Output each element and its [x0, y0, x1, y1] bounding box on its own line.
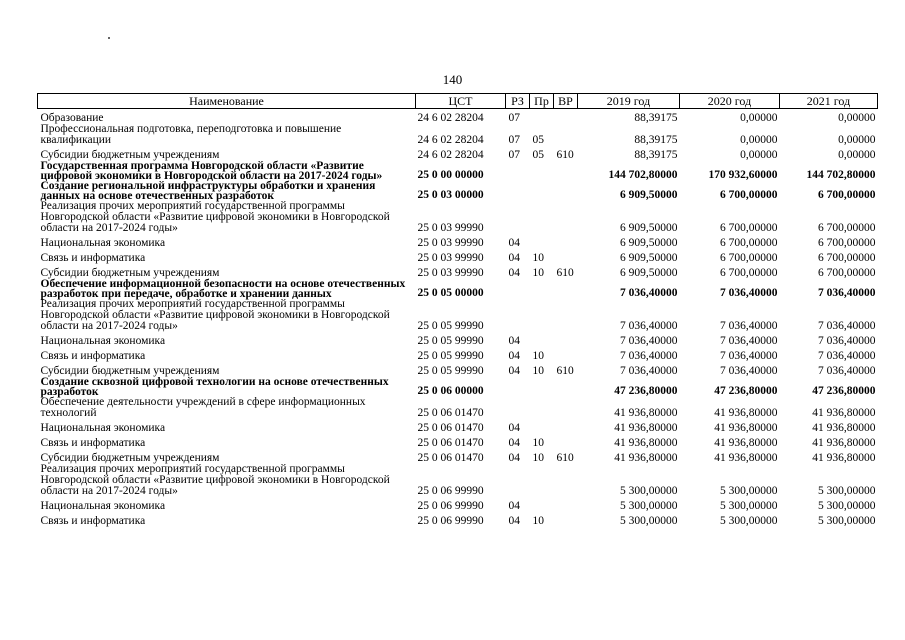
row-value-2020: 0,00000: [740, 149, 778, 161]
row-pr: 10: [532, 350, 544, 362]
row-rz: [506, 377, 530, 397]
row-value-2021: 7 036,40000: [818, 335, 876, 347]
row-value-2019: 5 300,00000: [620, 500, 678, 512]
row-rz: 04: [508, 437, 520, 449]
table-row: [38, 249, 878, 264]
budget-table: [37, 93, 878, 527]
row-pr: [530, 279, 554, 299]
row-vr: [554, 332, 578, 347]
row-name: Создание региональной инфраструктуры обработки и хранения данных на основе отечественных разработок: [40, 180, 376, 202]
table-row: [38, 512, 878, 527]
row-value-2019: 6 909,50000: [620, 252, 678, 264]
row-value-2020: 5 300,00000: [720, 515, 778, 527]
row-cst: 25 0 06 01470: [417, 422, 484, 434]
row-value-2020: 170 932,60000: [708, 169, 778, 181]
table-row: [38, 109, 878, 125]
row-pr: 10: [532, 452, 544, 464]
row-value-2021: 5 300,00000: [818, 500, 876, 512]
row-value-2019: 88,39175: [634, 149, 678, 161]
row-value-2019: 5 300,00000: [620, 515, 678, 527]
row-cst: 25 0 06 99990: [417, 500, 484, 512]
table-body: [38, 109, 878, 528]
row-cst: 24 6 02 28204: [417, 134, 484, 146]
row-value-2020: 41 936,80000: [714, 407, 778, 419]
header-rz: РЗ: [506, 94, 530, 109]
row-value-2021: 6 700,00000: [818, 222, 876, 234]
row-value-2019: 88,39175: [634, 112, 678, 124]
row-rz: 04: [508, 350, 520, 362]
row-vr: [554, 299, 578, 332]
row-name: Профессиональная подготовка, переподготовка и повышение квалификации: [40, 123, 342, 146]
row-name: Создание сквозной цифровой технологии на основе отечественных разработок: [40, 376, 389, 398]
row-pr: 10: [532, 365, 544, 377]
row-value-2019: 47 236,80000: [614, 385, 678, 397]
row-rz: 07: [508, 149, 520, 161]
row-cst: 25 0 05 99990: [417, 365, 484, 377]
table-row: [38, 497, 878, 512]
row-value-2020: 0,00000: [740, 134, 778, 146]
table-row: [38, 397, 878, 419]
row-pr: [530, 161, 554, 181]
row-value-2020: 6 700,00000: [720, 189, 778, 201]
table-row: [38, 201, 878, 234]
row-value-2019: 6 909,50000: [620, 267, 678, 279]
header-2019: 2019 год: [578, 94, 680, 109]
table-row: [38, 449, 878, 464]
row-value-2019: 6 909,50000: [620, 222, 678, 234]
row-value-2019: 6 909,50000: [620, 237, 678, 249]
row-vr: 610: [556, 149, 574, 161]
row-value-2020: 47 236,80000: [714, 385, 778, 397]
row-vr: [554, 181, 578, 201]
row-rz: 07: [508, 112, 520, 124]
row-value-2020: 6 700,00000: [720, 252, 778, 264]
header-cst: ЦСТ: [416, 94, 506, 109]
row-vr: [554, 347, 578, 362]
row-pr: [530, 419, 554, 434]
row-value-2019: 41 936,80000: [614, 437, 678, 449]
row-pr: [530, 109, 554, 125]
row-value-2019: 7 036,40000: [620, 287, 678, 299]
row-pr: [530, 299, 554, 332]
row-rz: 04: [508, 252, 520, 264]
row-rz: [506, 201, 530, 234]
row-value-2020: 0,00000: [740, 112, 778, 124]
row-value-2019: 144 702,80000: [608, 169, 678, 181]
row-rz: [506, 161, 530, 181]
row-value-2021: 41 936,80000: [812, 407, 876, 419]
row-name: Связь и информатика: [40, 252, 146, 264]
row-vr: [554, 397, 578, 419]
row-value-2020: 41 936,80000: [714, 452, 778, 464]
table-header-row: [38, 94, 878, 109]
row-vr: [554, 377, 578, 397]
row-name: Реализация прочих мероприятий государственной программы Новгородской области «Развитие цифровой экономики в Новгородской области на 2017-2024 годы»: [40, 463, 390, 497]
row-value-2020: 7 036,40000: [720, 335, 778, 347]
row-vr: [554, 512, 578, 527]
row-pr: 10: [532, 437, 544, 449]
row-cst: 25 0 06 99990: [417, 485, 484, 497]
row-pr: [530, 397, 554, 419]
row-cst: 25 0 05 99990: [417, 320, 484, 332]
row-cst: 25 0 06 01470: [417, 437, 484, 449]
header-pr: Пр: [530, 94, 554, 109]
row-name: Национальная экономика: [40, 422, 166, 434]
row-value-2019: 88,39175: [634, 134, 678, 146]
row-name: Связь и информатика: [40, 437, 146, 449]
row-vr: [554, 109, 578, 125]
table-row: [38, 347, 878, 362]
row-value-2020: 5 300,00000: [720, 485, 778, 497]
row-value-2021: 0,00000: [838, 134, 876, 146]
row-rz: [506, 397, 530, 419]
row-value-2020: 7 036,40000: [720, 287, 778, 299]
row-name: Национальная экономика: [40, 500, 166, 512]
row-rz: [506, 464, 530, 497]
row-value-2021: 6 700,00000: [818, 189, 876, 201]
row-name: Реализация прочих мероприятий государственной программы Новгородской области «Развитие цифровой экономики в Новгородской области на 2017-2024 годы»: [40, 298, 390, 332]
row-name: Реализация прочих мероприятий государственной программы Новгородской области «Развитие цифровой экономики в Новгородской области на 2017-2024 годы»: [40, 200, 390, 234]
row-name: Субсидии бюджетным учреждениям: [40, 365, 220, 377]
row-cst: 25 0 03 00000: [417, 189, 484, 201]
row-value-2020: 41 936,80000: [714, 437, 778, 449]
row-pr: 10: [532, 252, 544, 264]
table-row-section: [38, 181, 878, 201]
row-value-2019: 41 936,80000: [614, 452, 678, 464]
row-value-2021: 5 300,00000: [818, 485, 876, 497]
row-value-2021: 41 936,80000: [812, 422, 876, 434]
row-value-2021: 144 702,80000: [806, 169, 876, 181]
row-rz: 04: [508, 365, 520, 377]
row-cst: 25 0 03 99990: [417, 237, 484, 249]
row-rz: 04: [508, 500, 520, 512]
row-cst: 25 0 06 01470: [417, 452, 484, 464]
row-cst: 25 0 03 99990: [417, 252, 484, 264]
row-vr: [554, 201, 578, 234]
row-value-2019: 7 036,40000: [620, 350, 678, 362]
row-vr: [554, 161, 578, 181]
row-value-2020: 7 036,40000: [720, 365, 778, 377]
row-rz: 04: [508, 422, 520, 434]
row-pr: [530, 201, 554, 234]
row-vr: 610: [556, 452, 574, 464]
row-rz: [506, 279, 530, 299]
header-2021: 2021 год: [780, 94, 878, 109]
row-rz: 04: [508, 515, 520, 527]
row-value-2019: 41 936,80000: [614, 407, 678, 419]
row-value-2021: 7 036,40000: [818, 365, 876, 377]
row-value-2020: 6 700,00000: [720, 267, 778, 279]
table-row: [38, 464, 878, 497]
row-rz: [506, 299, 530, 332]
row-cst: 25 0 05 00000: [417, 287, 484, 299]
row-vr: 610: [556, 267, 574, 279]
row-cst: 25 0 05 99990: [417, 335, 484, 347]
row-cst: 25 0 06 01470: [417, 407, 484, 419]
table-row-section: [38, 377, 878, 397]
row-cst: 25 0 06 99990: [417, 515, 484, 527]
row-rz: [506, 181, 530, 201]
row-value-2021: 7 036,40000: [818, 320, 876, 332]
row-cst: 25 0 06 00000: [417, 385, 484, 397]
row-cst: 24 6 02 28204: [417, 112, 484, 124]
row-name: Государственная программа Новгородской области «Развитие цифровой экономики в Новгородской области на 2017-2024 годы»: [40, 160, 383, 182]
row-value-2021: 5 300,00000: [818, 515, 876, 527]
table-row: [38, 124, 878, 146]
row-pr: [530, 332, 554, 347]
row-cst: 25 0 03 99990: [417, 222, 484, 234]
table-row: [38, 146, 878, 161]
row-value-2020: 6 700,00000: [720, 237, 778, 249]
row-value-2019: 41 936,80000: [614, 422, 678, 434]
row-value-2019: 7 036,40000: [620, 320, 678, 332]
table-row: [38, 362, 878, 377]
row-value-2019: 5 300,00000: [620, 485, 678, 497]
row-vr: [554, 419, 578, 434]
row-value-2019: 7 036,40000: [620, 335, 678, 347]
row-name: Связь и информатика: [40, 515, 146, 527]
row-rz: 04: [508, 237, 520, 249]
table-row-section: [38, 161, 878, 181]
header-name: Наименование: [38, 94, 416, 109]
row-cst: 25 0 05 99990: [417, 350, 484, 362]
row-name: Обеспечение деятельности учреждений в сфере информационных технологий: [40, 396, 366, 419]
row-value-2020: 6 700,00000: [720, 222, 778, 234]
row-value-2021: 6 700,00000: [818, 267, 876, 279]
row-value-2021: 6 700,00000: [818, 252, 876, 264]
row-pr: [530, 234, 554, 249]
row-name: Связь и информатика: [40, 350, 146, 362]
row-rz: 04: [508, 267, 520, 279]
row-value-2021: 41 936,80000: [812, 437, 876, 449]
row-pr: 10: [532, 267, 544, 279]
row-value-2020: 41 936,80000: [714, 422, 778, 434]
table-row: [38, 299, 878, 332]
row-value-2021: 6 700,00000: [818, 237, 876, 249]
row-pr: [530, 377, 554, 397]
row-value-2021: 47 236,80000: [812, 385, 876, 397]
row-name: Субсидии бюджетным учреждениям: [40, 149, 220, 161]
row-pr: 05: [532, 149, 544, 161]
row-name: Субсидии бюджетным учреждениям: [40, 267, 220, 279]
header-2020: 2020 год: [680, 94, 780, 109]
row-value-2021: 41 936,80000: [812, 452, 876, 464]
row-name: Образование: [40, 112, 104, 124]
table-row: [38, 234, 878, 249]
table-row: [38, 419, 878, 434]
table-row-section: [38, 279, 878, 299]
row-vr: [554, 464, 578, 497]
table-row: [38, 264, 878, 279]
row-pr: 10: [532, 515, 544, 527]
scan-speck: [108, 37, 110, 39]
row-vr: [554, 497, 578, 512]
row-value-2020: 5 300,00000: [720, 500, 778, 512]
row-rz: 07: [508, 134, 520, 146]
row-vr: [554, 279, 578, 299]
row-cst: 24 6 02 28204: [417, 149, 484, 161]
row-cst: 25 0 00 00000: [417, 169, 484, 181]
row-name: Национальная экономика: [40, 335, 166, 347]
row-value-2021: 0,00000: [838, 112, 876, 124]
row-name: Субсидии бюджетным учреждениям: [40, 452, 220, 464]
row-name: Национальная экономика: [40, 237, 166, 249]
row-pr: [530, 497, 554, 512]
table-row: [38, 434, 878, 449]
row-name: Обеспечение информационной безопасности на основе отечественных разработок при передаче, обработке и хранении данных: [40, 278, 406, 300]
row-vr: 610: [556, 365, 574, 377]
header-vr: ВР: [554, 94, 578, 109]
table-row: [38, 332, 878, 347]
row-value-2019: 6 909,50000: [620, 189, 678, 201]
row-pr: [530, 464, 554, 497]
row-vr: [554, 434, 578, 449]
row-vr: [554, 249, 578, 264]
row-value-2021: 0,00000: [838, 149, 876, 161]
page-number: 140: [442, 72, 463, 87]
row-value-2021: 7 036,40000: [818, 350, 876, 362]
row-vr: [554, 234, 578, 249]
row-value-2020: 7 036,40000: [720, 350, 778, 362]
row-vr: [554, 124, 578, 146]
row-pr: [530, 181, 554, 201]
row-rz: 04: [508, 452, 520, 464]
row-cst: 25 0 03 99990: [417, 267, 484, 279]
row-value-2021: 7 036,40000: [818, 287, 876, 299]
row-value-2020: 7 036,40000: [720, 320, 778, 332]
row-pr: 05: [532, 134, 544, 146]
row-rz: 04: [508, 335, 520, 347]
row-value-2019: 7 036,40000: [620, 365, 678, 377]
